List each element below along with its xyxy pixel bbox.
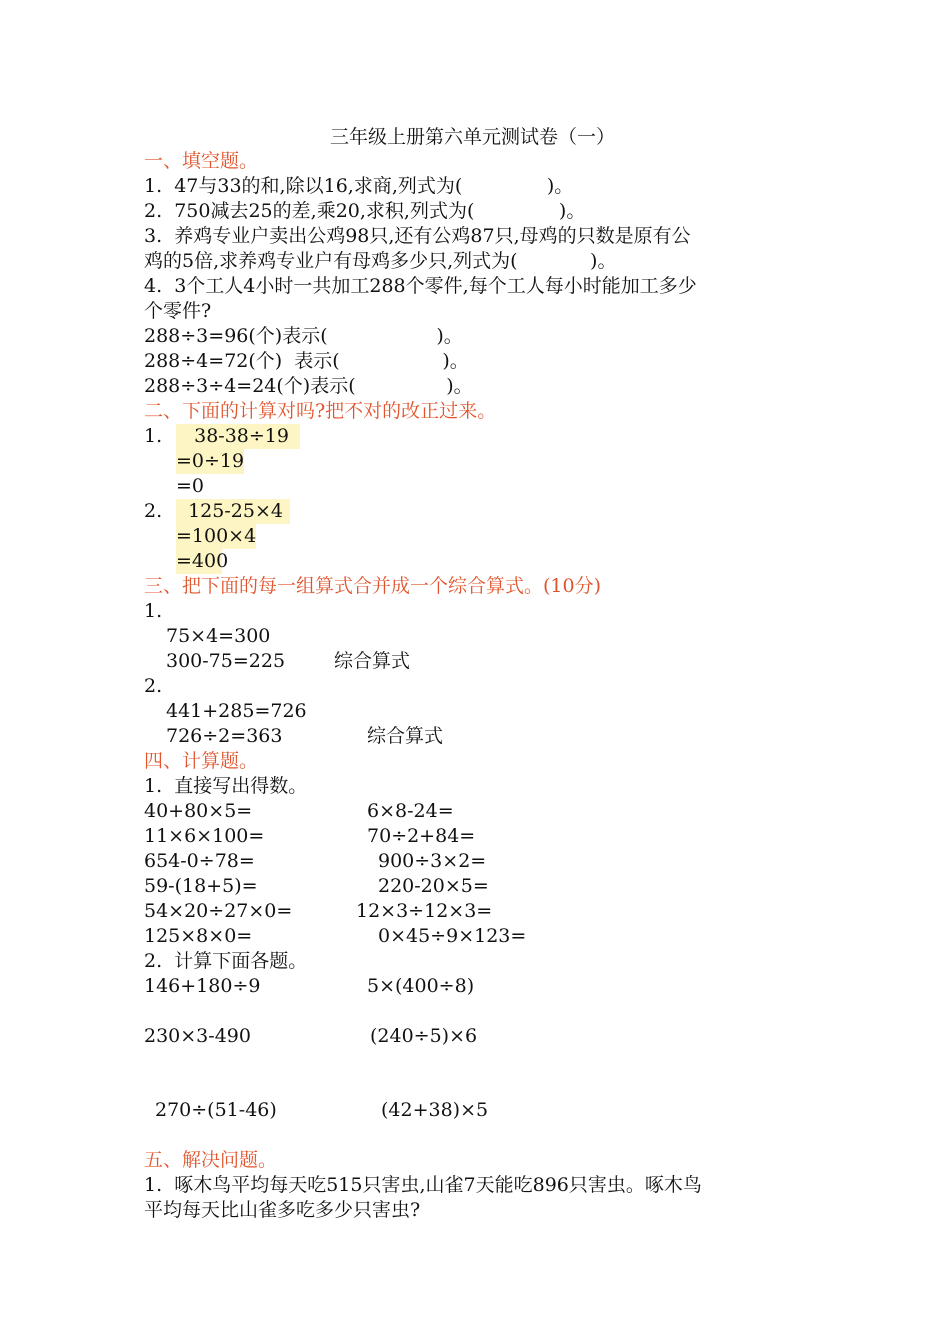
question-1-1: 1. 47与33的和,除以16,求商,列式为( )。 <box>144 175 574 197</box>
mental-math-left-4: 59-(18+5)= <box>144 875 258 897</box>
section-4-heading: 四、计算题。 <box>144 750 259 772</box>
section-3-heading: 三、把下面的每一组算式合并成一个综合算式。(10分) <box>144 575 602 597</box>
section-2-heading: 二、下面的计算对吗?把不对的改正过来。 <box>144 400 497 422</box>
problem-2-2-line2: =100×4 <box>176 525 257 547</box>
subsection-4-2: 2. 计算下面各题。 <box>144 950 308 972</box>
problem-2-2-line1: 125-25×4 <box>176 499 290 524</box>
mental-math-left-2: 11×6×100= <box>144 825 265 847</box>
calc-4-2-e: 270÷(51-46) <box>155 1099 277 1121</box>
subsection-4-1: 1. 直接写出得数。 <box>144 775 308 797</box>
problem-2-1-line1: 38-38÷19 <box>176 424 300 449</box>
section-5-heading: 五、解决问题。 <box>144 1149 278 1171</box>
problem-5-1-line1: 1. 啄木鸟平均每天吃515只害虫,山雀7天能吃896只害虫。啄木鸟 <box>144 1174 702 1196</box>
group-3-2-line2: 726÷2=363 <box>166 725 283 747</box>
mental-math-right-2: 70÷2+84= <box>367 825 476 847</box>
question-1-4-b: 288÷4=72(个) 表示( )。 <box>144 350 469 372</box>
calc-4-2-b: 5×(400÷8) <box>367 975 475 997</box>
calc-4-2-d: (240÷5)×6 <box>370 1025 478 1047</box>
mental-math-right-5: 12×3÷12×3= <box>356 900 493 922</box>
mental-math-right-3: 900÷3×2= <box>378 850 487 872</box>
mental-math-left-1: 40+80×5= <box>144 800 253 822</box>
group-3-1-label: 综合算式 <box>334 650 411 672</box>
question-1-4-c: 288÷3÷4=24(个)表示( )。 <box>144 375 473 397</box>
group-3-1-number: 1. <box>144 600 163 622</box>
page-title: 三年级上册第六单元测试卷（一） <box>330 126 616 148</box>
section-1-heading: 一、填空题。 <box>144 150 259 172</box>
question-1-4-line1: 4. 3个工人4小时一共加工288个零件,每个工人每小时能加工多少 <box>144 275 697 297</box>
problem-2-2-number: 2. <box>144 500 163 522</box>
question-1-3-line2: 鸡的5倍,求养鸡专业户有母鸡多少只,列式为( )。 <box>144 250 617 272</box>
mental-math-left-5: 54×20÷27×0= <box>144 900 293 922</box>
problem-2-2-line3: =400 <box>176 550 229 572</box>
mental-math-right-1: 6×8-24= <box>367 800 454 822</box>
group-3-2-number: 2. <box>144 675 163 697</box>
mental-math-left-3: 654-0÷78= <box>144 850 255 872</box>
group-3-2-label: 综合算式 <box>367 725 444 747</box>
problem-2-1-number: 1. <box>144 425 163 447</box>
group-3-1-line2: 300-75=225 <box>166 650 286 672</box>
calc-4-2-f: (42+38)×5 <box>381 1099 489 1121</box>
problem-5-1-line2: 平均每天比山雀多吃多少只害虫? <box>144 1199 421 1221</box>
mental-math-left-6: 125×8×0= <box>144 925 253 947</box>
mental-math-right-4: 220-20×5= <box>378 875 489 897</box>
calc-4-2-c: 230×3-490 <box>144 1025 251 1047</box>
question-1-3-line1: 3. 养鸡专业户卖出公鸡98只,还有公鸡87只,母鸡的只数是原有公 <box>144 225 691 247</box>
group-3-2-line1: 441+285=726 <box>166 700 307 722</box>
question-1-4-line2: 个零件? <box>144 300 212 322</box>
question-1-4-a: 288÷3=96(个)表示( )。 <box>144 325 463 347</box>
problem-2-1-line3: =0 <box>176 475 205 497</box>
problem-2-1-line2: =0÷19 <box>176 450 245 472</box>
mental-math-right-6: 0×45÷9×123= <box>378 925 527 947</box>
calc-4-2-a: 146+180÷9 <box>144 975 261 997</box>
question-1-2: 2. 750减去25的差,乘20,求积,列式为( )。 <box>144 200 586 222</box>
group-3-1-line1: 75×4=300 <box>166 625 271 647</box>
